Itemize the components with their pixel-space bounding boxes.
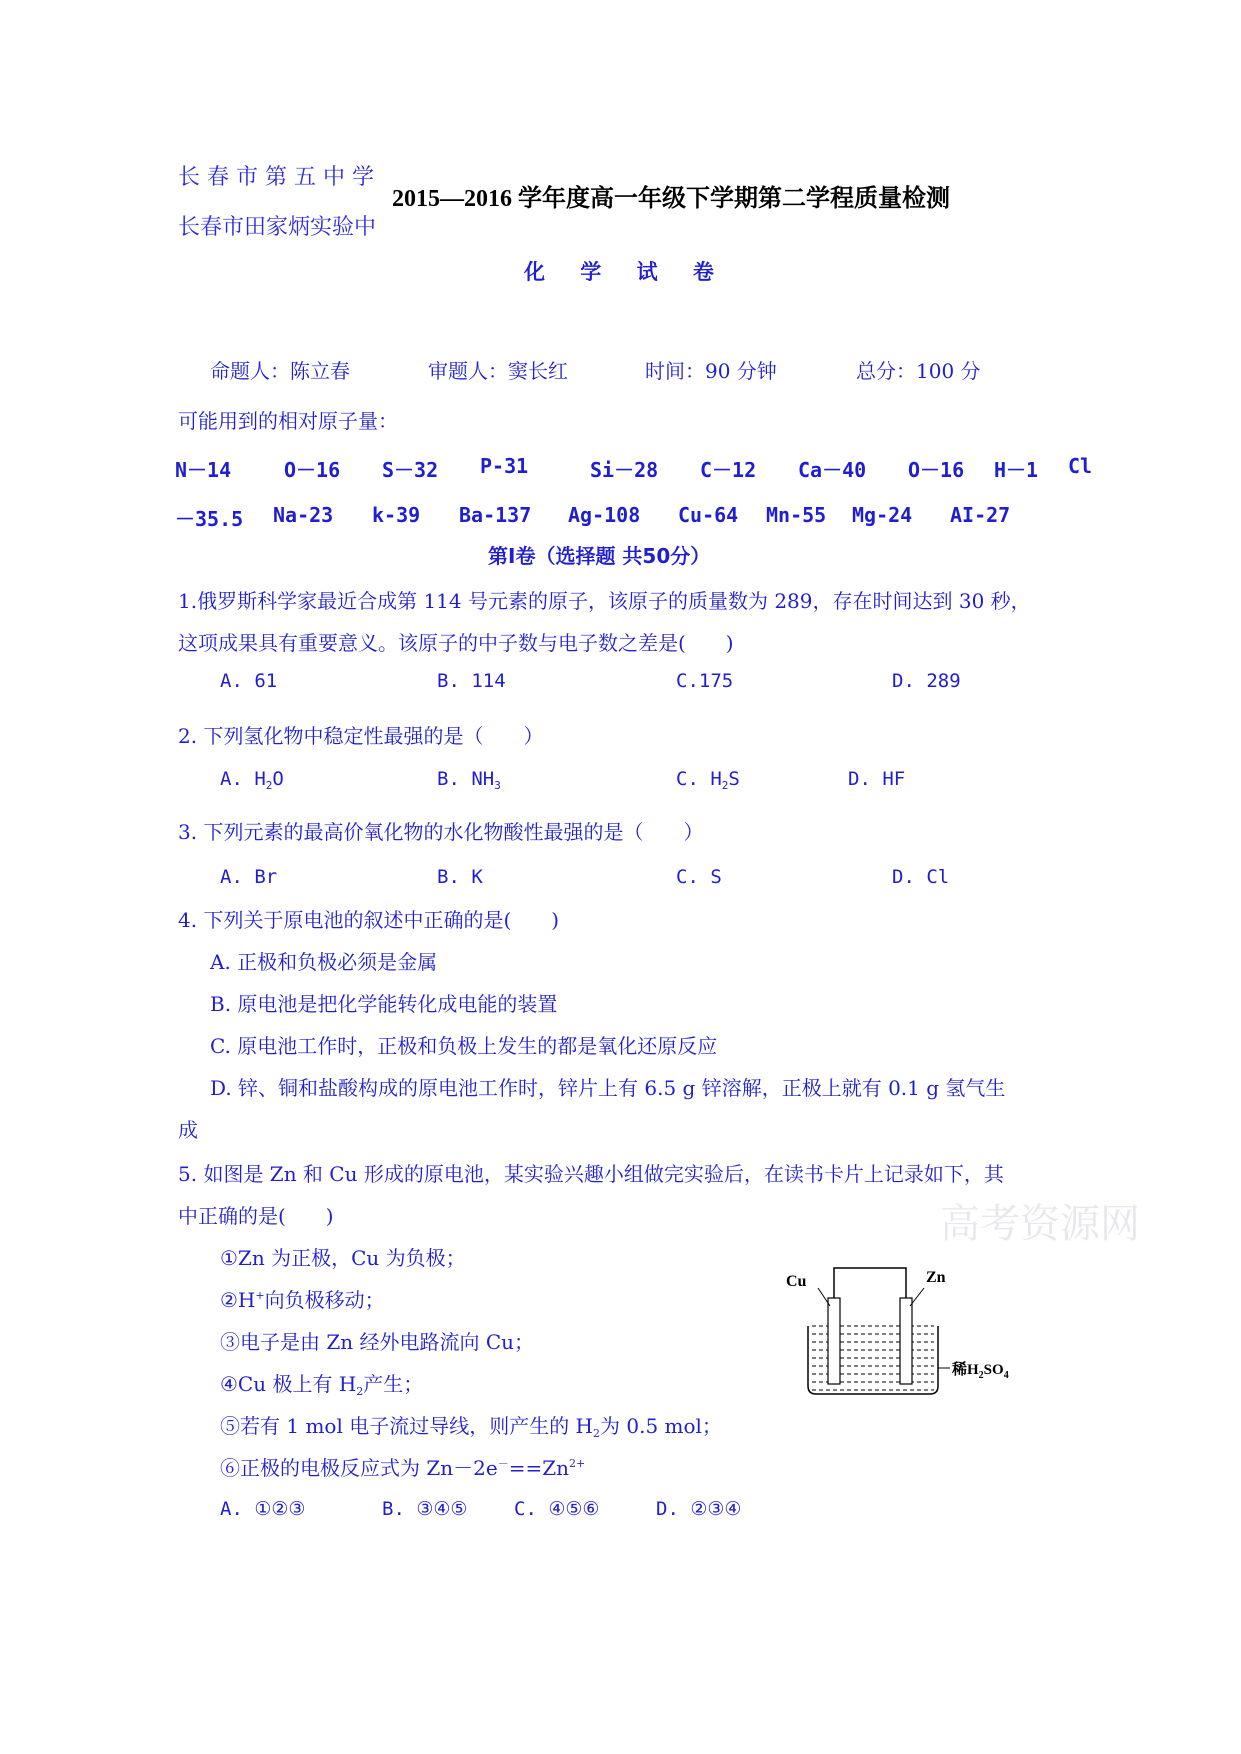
- atomic-mass-item: AI-27: [950, 503, 1011, 527]
- q2-option-c: C. $H_2S$: [676, 768, 740, 792]
- galvanic-cell-diagram: [780, 1258, 1020, 1408]
- q4-option-b: B. 原电池是把化学能转化成电能的装置: [210, 992, 558, 1016]
- q5-statement-1: ①Zn 为正极，Cu 为负极；: [220, 1246, 466, 1270]
- acid-label: 稀$H_2SO_4$: [952, 1362, 1009, 1381]
- exam-subtitle: 化 学 试 卷: [524, 259, 728, 284]
- cu-label: Cu: [786, 1273, 807, 1290]
- atomic-mass-item: Mn-55: [766, 503, 827, 527]
- q5-option-c: C. ④⑤⑥: [514, 1498, 600, 1520]
- q2-option-d: D. HF: [848, 768, 906, 790]
- q1-option-d: D. 289: [892, 670, 961, 692]
- exam-title: 2015—2016 学年度高一年级下学期第二学程质量检测: [392, 186, 950, 212]
- question-5-line-1: 5. 如图是 Zn 和 Cu 形成的原电池，某实验兴趣小组做完实验后，在读书卡片上记录如下，其: [178, 1162, 1004, 1186]
- atomic-mass-item: Cu-64: [678, 503, 739, 527]
- atomic-mass-label: 可能用到的相对原子量：: [178, 409, 398, 433]
- q1-option-c: C.175: [676, 670, 734, 692]
- watermark: 高考资源网: [940, 1201, 1140, 1247]
- total-score: 总分：100 分: [856, 359, 981, 383]
- q5-option-a: A. ①②③: [220, 1498, 306, 1520]
- question-4: 4. 下列关于原电池的叙述中正确的是( ): [178, 908, 560, 932]
- atomic-mass-item: H－1: [994, 458, 1039, 482]
- school-name-2: 长春市田家炳实验中: [178, 215, 377, 240]
- atomic-mass-item: P-31: [480, 454, 529, 478]
- q3-option-a: A. Br: [220, 866, 278, 888]
- question-5-line-2: 中正确的是( ): [178, 1204, 334, 1228]
- q3-option-d: D. Cl: [892, 866, 950, 888]
- q1-option-a: A. 61: [220, 670, 278, 692]
- zn-label: Zn: [926, 1269, 946, 1286]
- atomic-mass-item: Ca－40: [798, 458, 867, 482]
- atomic-mass-item: C－12: [700, 458, 757, 482]
- atomic-mass-item: Mg-24: [852, 503, 913, 527]
- q5-statement-3: ③电子是由 Zn 经外电路流向 Cu；: [220, 1330, 535, 1354]
- q5-option-b: B. ③④⑤: [382, 1498, 468, 1520]
- atomic-mass-item: Si－28: [590, 458, 659, 482]
- q2-option-b: B. $NH_3$: [437, 768, 501, 792]
- school-name-1: 长 春 市 第 五 中 学: [178, 165, 374, 190]
- atomic-mass-item: O－16: [284, 458, 341, 482]
- exam-time: 时间：90 分钟: [645, 359, 777, 383]
- atomic-mass-item: －35.5: [175, 507, 244, 531]
- author: 命题人：陈立春: [210, 359, 350, 383]
- zn-electrode: [900, 1298, 912, 1384]
- q5-option-d: D. ②③④: [656, 1498, 742, 1520]
- q4-option-c: C. 原电池工作时，正极和负极上发生的都是氧化还原反应: [210, 1034, 718, 1058]
- q4-option-a: A. 正极和负极必须是金属: [210, 950, 438, 974]
- q4-option-d-cont: 成: [178, 1118, 198, 1142]
- question-2: 2. 下列氢化物中稳定性最强的是（ ）: [178, 724, 544, 748]
- q5-statement-2: ②H+向负极移动；: [220, 1288, 385, 1312]
- reviewer: 审题人：窦长红: [428, 359, 568, 383]
- atomic-mass-item: Ba-137: [459, 503, 532, 527]
- q5-statement-4: ④Cu 极上有 $H_2$产生；: [220, 1372, 424, 1398]
- question-1-line-2: 这项成果具有重要意义。该原子的中子数与电子数之差是( ): [178, 631, 734, 655]
- cu-electrode: [828, 1298, 840, 1384]
- q3-option-b: B. K: [437, 866, 483, 888]
- galvanic-cell-figure: [780, 1258, 1020, 1408]
- atomic-mass-item: N－14: [175, 458, 232, 482]
- question-1-line-1: 1.俄罗斯科学家最近合成第 114 号元素的原子，该原子的质量数为 289，存在时间达到 30 秒，: [178, 589, 1031, 613]
- question-3: 3. 下列元素的最高价氧化物的水化物酸性最强的是（ ）: [178, 820, 704, 844]
- atomic-mass-item: k-39: [372, 503, 421, 527]
- q5-statement-6: ⑥正极的电极反应式为 $Zn-2e^-==Zn^{2+}$: [220, 1456, 586, 1480]
- atomic-mass-item: Na-23: [273, 503, 334, 527]
- q4-option-d: D. 锌、铜和盐酸构成的原电池工作时，锌片上有 6.5 g 锌溶解，正极上就有 0.1 g 氢气生: [210, 1076, 1006, 1100]
- q5-statement-5: ⑤若有 1 mol 电子流过导线，则产生的 $H_2$为 0.5 mol；: [220, 1414, 722, 1440]
- q3-option-c: C. S: [676, 866, 722, 888]
- q1-option-b: B. 114: [437, 670, 506, 692]
- atomic-mass-item: Ag-108: [568, 503, 641, 527]
- atomic-mass-item: O－16: [908, 458, 965, 482]
- q2-option-a: A. $H_2O$: [220, 768, 284, 792]
- atomic-mass-item: Cl: [1068, 454, 1093, 478]
- section-heading: 第Ⅰ卷（选择题 共50分）: [488, 544, 711, 568]
- atomic-mass-item: S－32: [382, 458, 439, 482]
